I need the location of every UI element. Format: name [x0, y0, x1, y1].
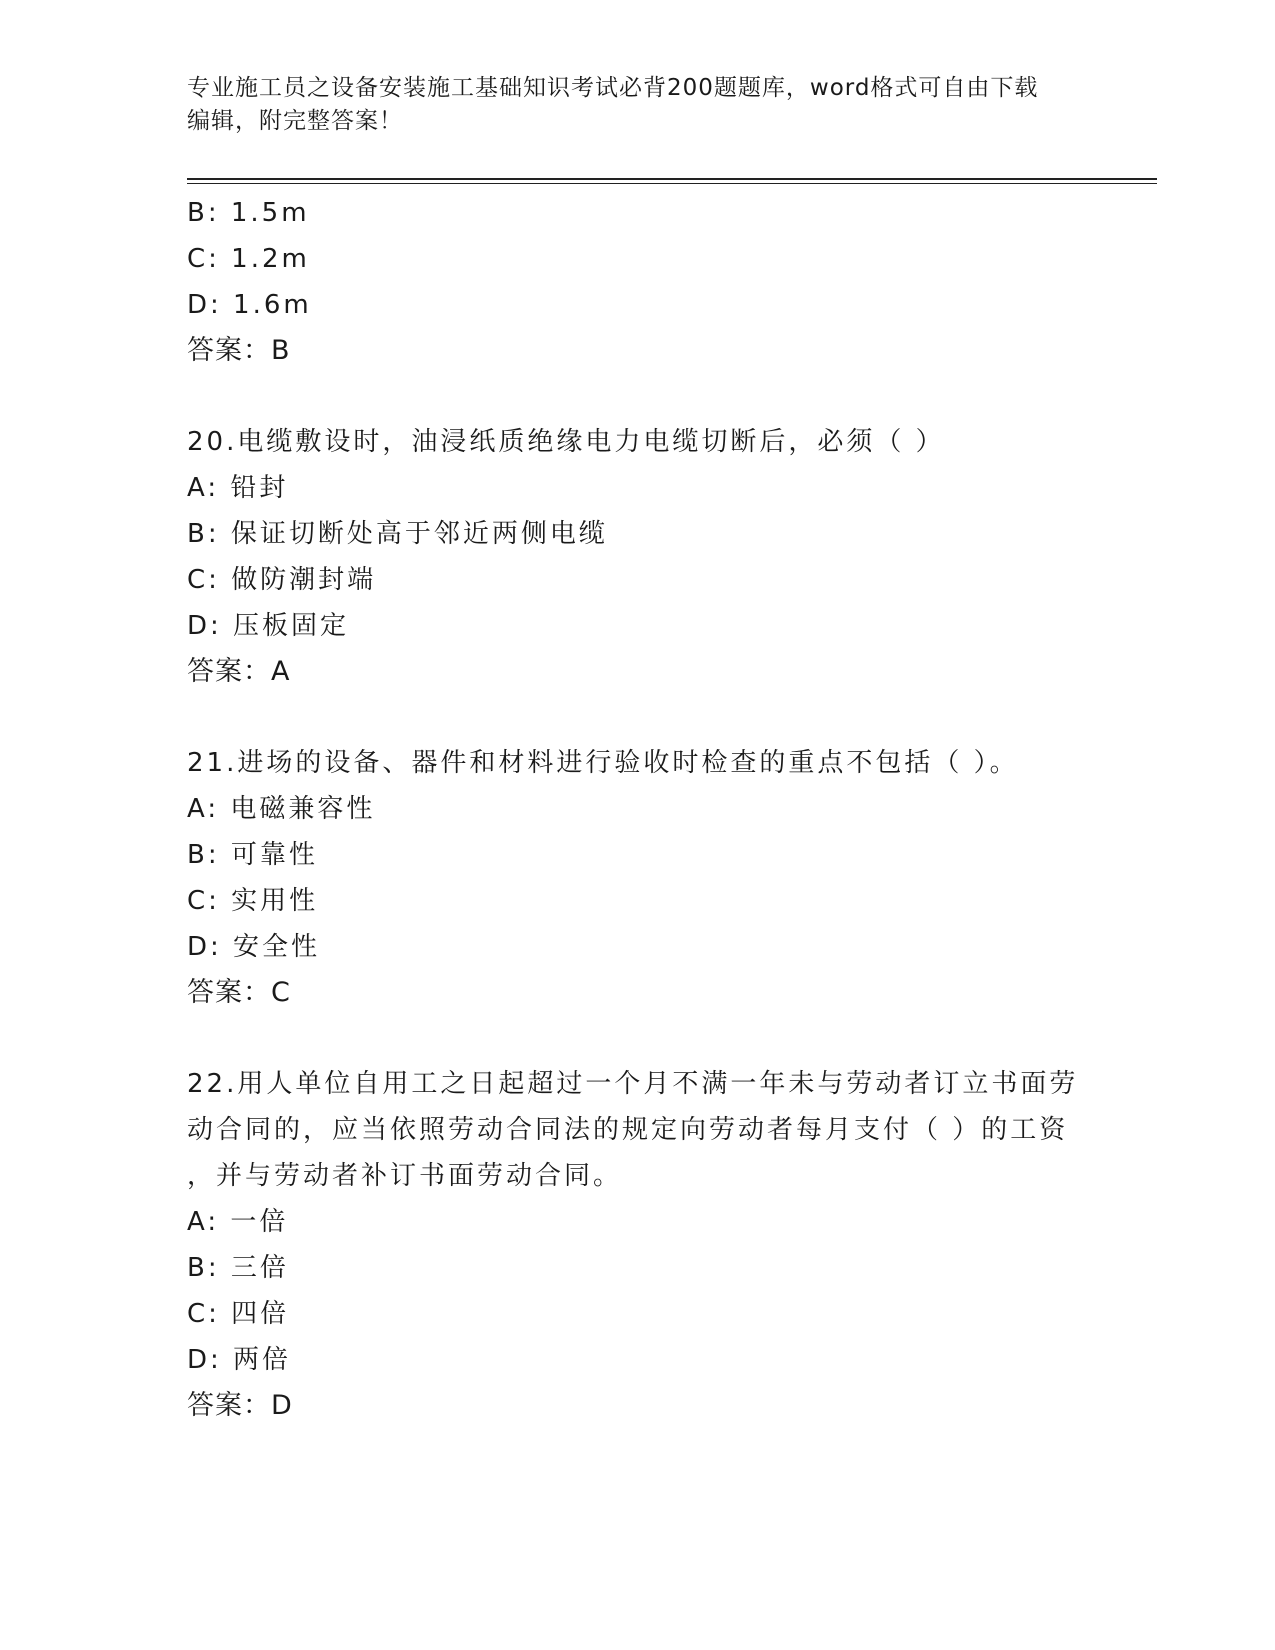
option-a: A: 铅封: [187, 473, 289, 503]
header-divider-thin: [187, 183, 1157, 184]
answer-label: 答案：C: [187, 977, 291, 1008]
question-list: [187, 190, 1087, 1429]
option-b: B: 可靠性: [187, 840, 318, 870]
answer-label: 答案：A: [187, 656, 291, 687]
question-19: [187, 190, 1087, 374]
document-header: [187, 72, 1067, 138]
header-divider-thick: [187, 178, 1157, 180]
option-c: C: 做防潮封端: [187, 565, 377, 595]
header-title-line1: 专业施工员之设备安装施工基础知识考试必背200题题库，word格式可自由下载: [187, 75, 1039, 101]
question-stem-line: 动合同的，应当依照劳动合同法的规定向劳动者每月支付（ ）的工资: [187, 1115, 1069, 1145]
option-b: B: 保证切断处高于邻近两侧电缆: [187, 519, 608, 549]
question-stem-line: 22.用人单位自用工之日起超过一个月不满一年未与劳动者订立书面劳: [187, 1069, 1079, 1099]
question-stem: 20.电缆敷设时，油浸纸质绝缘电力电缆切断后，必须（ ）: [187, 427, 945, 457]
option-c: C: 四倍: [187, 1299, 290, 1329]
option-b: B: 1.5m: [187, 198, 310, 228]
header-title-line2: 编辑，附完整答案！: [187, 108, 403, 134]
question-20: [187, 419, 1087, 695]
answer-label: 答案：B: [187, 335, 291, 366]
option-c: C: 实用性: [187, 886, 319, 916]
option-a: A: 电磁兼容性: [187, 794, 376, 824]
question-stem-line: ，并与劳动者补订书面劳动合同。: [187, 1161, 623, 1191]
question-22: [187, 1061, 1087, 1429]
question-stem: 21.进场的设备、器件和材料进行验收时检查的重点不包括（ ）。: [187, 748, 1019, 778]
question-21: [187, 740, 1087, 1016]
option-d: D: 1.6m: [187, 290, 312, 320]
option-c: C: 1.2m: [187, 244, 310, 274]
option-d: D: 压板固定: [187, 611, 350, 641]
option-b: B: 三倍: [187, 1253, 289, 1283]
option-a: A: 一倍: [187, 1207, 289, 1237]
answer-label: 答案：D: [187, 1390, 293, 1421]
option-d: D: 两倍: [187, 1345, 292, 1375]
option-d: D: 安全性: [187, 932, 321, 962]
